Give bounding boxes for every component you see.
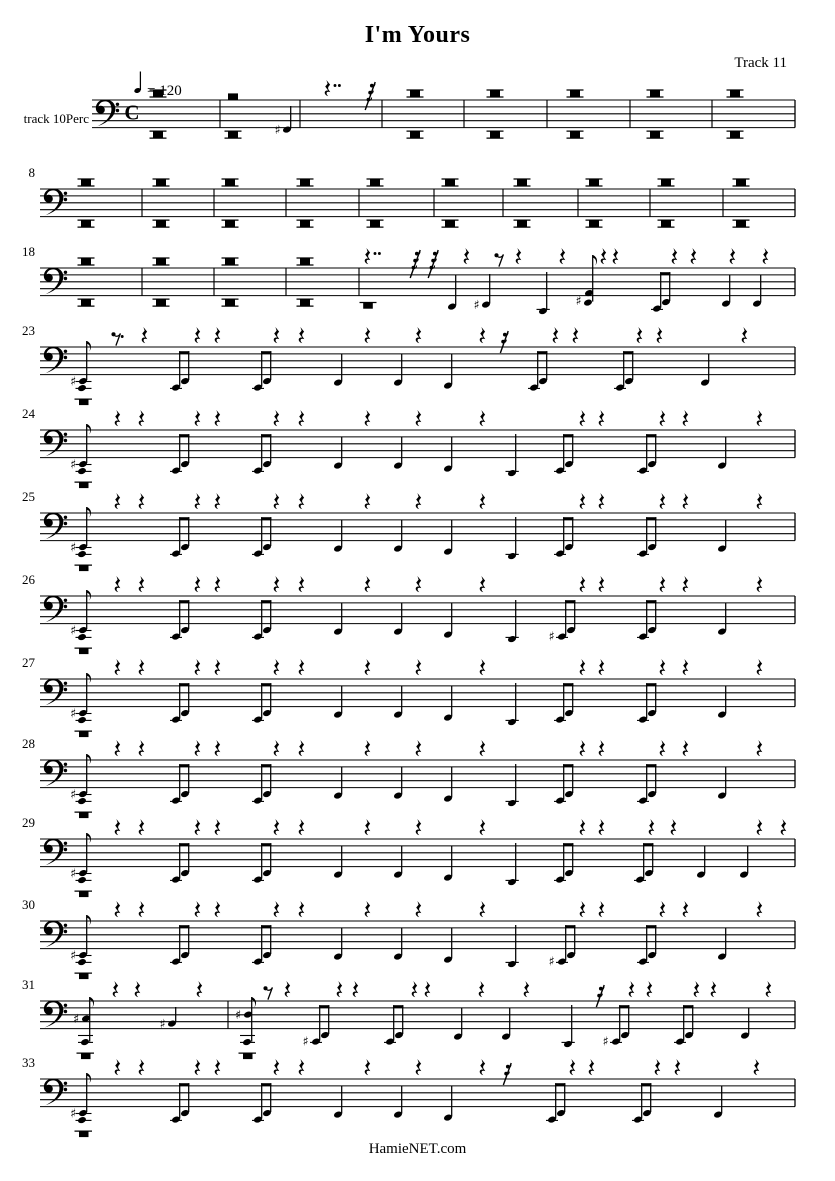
system-27 xyxy=(22,655,795,737)
system-28 xyxy=(22,736,795,818)
svg-text:♯: ♯ xyxy=(274,122,281,138)
svg-text:♯: ♯ xyxy=(234,1007,242,1023)
bass-clef-icon xyxy=(44,596,67,623)
system-29 xyxy=(22,815,795,897)
measure-number: 25 xyxy=(22,489,35,504)
bass-clef-icon xyxy=(44,347,67,374)
svg-text:♯: ♯ xyxy=(69,705,77,721)
svg-text:♯: ♯ xyxy=(302,1033,309,1049)
svg-text:♯: ♯ xyxy=(602,1033,609,1049)
bass-clef-icon xyxy=(96,100,119,127)
measure-number: 26 xyxy=(22,572,35,587)
svg-text:♯: ♯ xyxy=(72,1011,80,1027)
svg-text:♯: ♯ xyxy=(69,947,77,963)
svg-text:♯: ♯ xyxy=(69,865,77,881)
tempo-marking xyxy=(134,72,182,100)
svg-text:♯: ♯ xyxy=(575,293,582,309)
measure-number: 28 xyxy=(22,736,35,751)
bass-clef-icon xyxy=(44,268,67,295)
system-33 xyxy=(22,1055,795,1137)
system-8 xyxy=(29,165,796,227)
measure-number: 31 xyxy=(22,977,35,992)
svg-text:♯: ♯ xyxy=(69,456,77,472)
bass-clef-icon xyxy=(44,189,67,216)
site-footer: HamieNET.com xyxy=(368,1141,467,1157)
bass-clef-icon xyxy=(44,679,67,706)
track-number-label: Track 11 xyxy=(734,55,787,71)
system-23 xyxy=(22,323,795,405)
measure-number: 27 xyxy=(22,655,35,670)
measure-number: 24 xyxy=(22,406,35,421)
svg-text:♯: ♯ xyxy=(69,539,77,555)
measure-number: 8 xyxy=(28,165,35,180)
svg-text:♯: ♯ xyxy=(159,1016,166,1032)
svg-text:♯: ♯ xyxy=(548,953,555,969)
system-start xyxy=(92,80,795,138)
bass-clef-icon xyxy=(44,839,67,866)
bass-clef-icon xyxy=(44,430,67,457)
svg-text:♯: ♯ xyxy=(69,1105,77,1121)
system-30 xyxy=(22,897,795,979)
measure-number: 18 xyxy=(22,244,35,259)
svg-text:♯: ♯ xyxy=(69,622,77,638)
measure-number: 33 xyxy=(22,1055,35,1070)
bass-clef-icon xyxy=(44,760,67,787)
system-18 xyxy=(22,244,795,315)
bass-clef-icon xyxy=(44,1001,67,1028)
measure-number: 23 xyxy=(22,323,35,338)
svg-text:♯: ♯ xyxy=(69,786,77,802)
svg-text:♯: ♯ xyxy=(473,297,480,313)
system-24 xyxy=(22,406,795,488)
svg-text:♯: ♯ xyxy=(548,628,555,644)
staff-instrument-label: track 10Perc xyxy=(23,111,89,126)
bass-clef-icon xyxy=(44,513,67,540)
bass-clef-icon xyxy=(44,921,67,948)
system-26 xyxy=(22,572,795,654)
page-title: I'm Yours xyxy=(364,22,471,48)
system-31 xyxy=(22,977,795,1059)
time-signature: C xyxy=(124,100,140,125)
system-25 xyxy=(22,489,795,571)
svg-text:♯: ♯ xyxy=(69,373,77,389)
tempo-text: = 120 xyxy=(147,83,182,99)
bass-clef-icon xyxy=(44,1079,67,1106)
measure-number: 30 xyxy=(22,897,35,912)
measure-number: 29 xyxy=(22,815,35,830)
